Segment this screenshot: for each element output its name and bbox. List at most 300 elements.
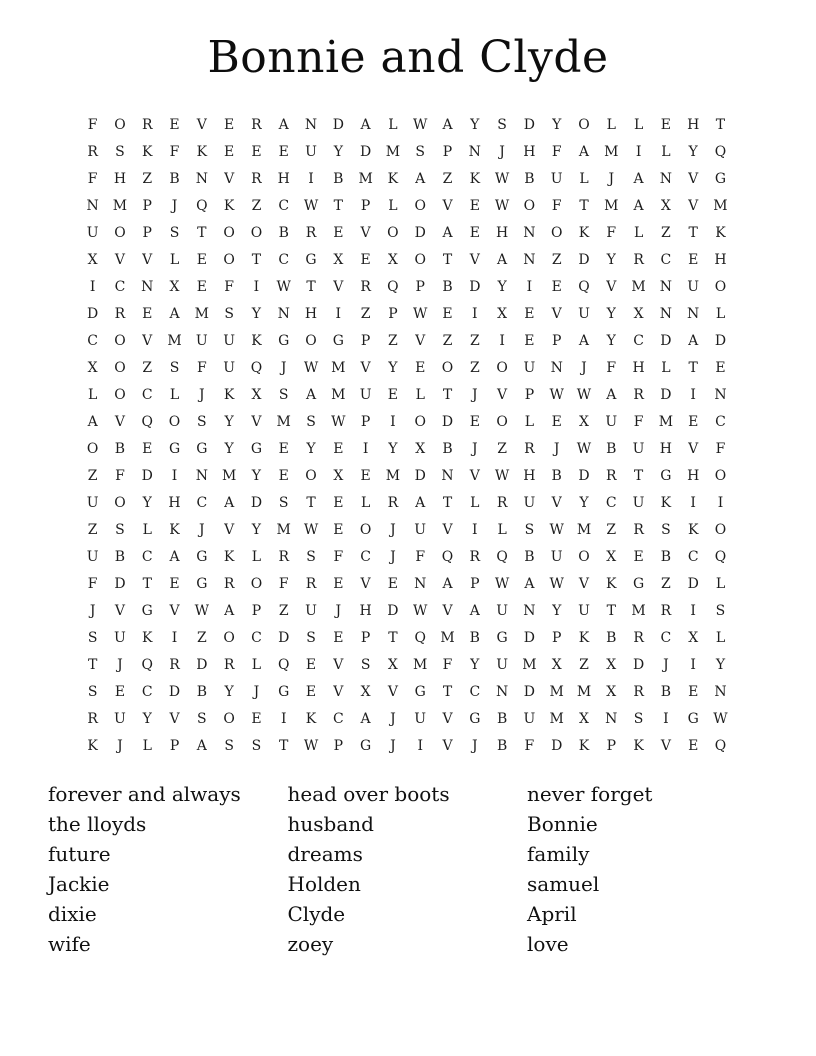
grid-cell: T (688, 224, 698, 241)
grid-cell: D (114, 575, 126, 592)
grid-cell: W (331, 413, 346, 430)
grid-cell: H (495, 224, 509, 241)
grid-cell: V (551, 305, 562, 322)
grid-cell: N (277, 305, 290, 322)
grid-cell: Y (142, 494, 152, 511)
grid-cell: M (658, 413, 674, 430)
grid-cell: U (523, 710, 536, 727)
grid-cell: E (442, 305, 453, 322)
grid-cell: H (359, 602, 372, 619)
grid-cell: N (195, 467, 208, 484)
grid-cell: T (251, 251, 262, 268)
grid-cell: S (115, 521, 125, 538)
word-list-item: never forget (527, 782, 653, 806)
grid-cell: H (659, 440, 672, 457)
grid-cell: C (278, 197, 290, 214)
grid-cell: O (114, 494, 126, 511)
grid-cell: D (196, 656, 208, 673)
grid-cell: U (687, 278, 700, 295)
grid-cell: U (223, 332, 236, 349)
grid-cell: K (687, 521, 699, 538)
grid-cell: Y (251, 305, 262, 322)
grid-cell: V (114, 602, 125, 619)
grid-cell: E (633, 548, 644, 565)
grid-cell: L (715, 575, 726, 592)
word-list (48, 779, 767, 959)
grid-cell: L (251, 656, 262, 673)
grid-cell: M (440, 629, 455, 646)
grid-cell: U (523, 494, 536, 511)
grid-cell: N (468, 143, 481, 160)
grid-cell: O (250, 224, 263, 241)
grid-cell: Z (469, 359, 480, 376)
grid-cell: N (523, 251, 536, 268)
grid-cell: A (633, 170, 644, 187)
word-list-item: dixie (48, 902, 97, 926)
grid-cell: V (442, 710, 453, 727)
grid-cell: Y (606, 305, 616, 322)
grid-cell: Z (551, 251, 562, 268)
grid-cell: B (469, 629, 480, 646)
grid-cell: K (251, 332, 262, 349)
grid-cell: Z (469, 332, 480, 349)
grid-cell: R (251, 170, 262, 187)
grid-cell: I (717, 494, 724, 511)
grid-cell: S (415, 143, 425, 160)
grid-cell: N (659, 170, 672, 187)
grid-cell: J (608, 170, 615, 187)
grid-cell: I (89, 278, 96, 295)
grid-cell: B (660, 548, 672, 565)
grid-cell: M (631, 602, 646, 619)
grid-cell: C (715, 413, 726, 430)
grid-cell: O (223, 629, 235, 646)
grid-cell: R (606, 467, 617, 484)
grid-cell: Z (661, 575, 671, 592)
grid-cell: S (661, 521, 671, 538)
grid-cell: N (550, 359, 563, 376)
grid-cell: H (687, 467, 700, 484)
grid-cell: T (142, 575, 152, 592)
grid-cell: D (250, 494, 263, 511)
grid-cell: L (88, 386, 98, 403)
grid-cell: Z (661, 224, 671, 241)
grid-cell: K (87, 737, 98, 754)
grid-cell: G (687, 710, 699, 727)
grid-cell: A (360, 710, 371, 727)
grid-cell: V (551, 494, 562, 511)
grid-cell: A (305, 386, 317, 403)
grid-cell: M (385, 143, 401, 160)
grid-cell: J (117, 737, 123, 754)
grid-cell: U (550, 170, 563, 187)
grid-cell: R (305, 224, 317, 241)
grid-cell: W (413, 116, 428, 133)
grid-cell: A (442, 116, 453, 133)
grid-cell: S (306, 413, 316, 430)
grid-cell: M (576, 521, 592, 538)
grid-cell: T (606, 602, 616, 619)
grid-cell: E (387, 386, 399, 403)
grid-cell: O (496, 413, 508, 430)
grid-cell: I (472, 305, 478, 322)
grid-cell: T (306, 278, 316, 295)
grid-cell: R (524, 440, 535, 457)
grid-cell: T (442, 494, 453, 511)
grid-cell: W (413, 602, 428, 619)
grid-cell: L (169, 386, 180, 403)
grid-cell: P (524, 386, 535, 403)
grid-cell: A (224, 494, 235, 511)
grid-cell: E (715, 359, 726, 376)
grid-cell: D (278, 629, 290, 646)
grid-cell: R (305, 575, 317, 592)
grid-cell: K (578, 629, 590, 646)
grid-cell: P (360, 332, 371, 349)
grid-cell: F (196, 359, 207, 376)
grid-cell: L (470, 494, 480, 511)
grid-cell: S (497, 116, 507, 133)
grid-cell: E (387, 575, 399, 592)
grid-cell: T (442, 251, 453, 268)
grid-cell: E (224, 143, 235, 160)
grid-cell: Z (87, 521, 98, 538)
grid-cell: E (524, 332, 535, 349)
word-list-item: husband (287, 812, 374, 836)
grid-cell: T (633, 467, 644, 484)
grid-cell: M (604, 197, 619, 214)
word-list-column (48, 779, 288, 959)
grid-cell: U (86, 548, 99, 565)
grid-cell: W (494, 197, 510, 214)
grid-cell: A (169, 305, 180, 322)
grid-cell: P (606, 737, 616, 754)
grid-cell: B (606, 629, 617, 646)
grid-cell: I (690, 386, 696, 403)
grid-cell: U (86, 224, 99, 241)
grid-cell: Z (579, 656, 589, 673)
grid-cell: U (195, 332, 208, 349)
grid-cell: M (631, 278, 646, 295)
grid-cell: V (360, 575, 371, 592)
grid-cell: V (114, 251, 125, 268)
grid-cell: X (606, 683, 617, 700)
word-list-item: dreams (287, 842, 363, 866)
word-list-item: zoey (287, 932, 334, 956)
grid-cell: I (362, 440, 369, 457)
grid-cell: B (196, 683, 207, 700)
grid-cell: L (415, 386, 425, 403)
grid-cell: A (224, 602, 235, 619)
grid-cell: Y (224, 413, 234, 430)
grid-cell: U (632, 440, 645, 457)
grid-cell: P (551, 332, 562, 349)
grid-cell: W (194, 602, 210, 619)
grid-cell: E (333, 224, 344, 241)
grid-cell: C (141, 386, 153, 403)
grid-cell: R (633, 521, 644, 538)
grid-cell: I (171, 467, 178, 484)
grid-cell: V (360, 224, 371, 241)
grid-cell: V (469, 467, 480, 484)
grid-cell: P (360, 197, 371, 214)
grid-cell: E (524, 305, 535, 322)
grid-cell: C (687, 548, 699, 565)
word-list-item: April (527, 902, 577, 926)
grid-cell: L (715, 629, 726, 646)
grid-cell: S (251, 737, 262, 754)
grid-cell: A (606, 386, 617, 403)
grid-cell: G (414, 683, 426, 700)
grid-cell: R (141, 116, 153, 133)
grid-cell: H (523, 143, 536, 160)
grid-cell: Z (142, 359, 153, 376)
grid-cell: H (714, 251, 727, 268)
grid-cell: V (333, 278, 344, 295)
grid-cell: S (169, 224, 180, 241)
grid-cell: L (579, 170, 589, 187)
grid-cell: A (196, 737, 207, 754)
grid-cell: Z (360, 305, 371, 322)
grid-cell: U (605, 413, 618, 430)
grid-cell: P (333, 737, 344, 754)
grid-cell: R (633, 386, 644, 403)
grid-cell: O (523, 197, 536, 214)
grid-cell: O (414, 197, 426, 214)
grid-cell: A (497, 251, 508, 268)
grid-cell: U (578, 305, 590, 322)
grid-cell: M (576, 683, 592, 700)
grid-cell: F (169, 143, 180, 160)
grid-cell: J (253, 683, 260, 700)
grid-cell: U (496, 656, 508, 673)
grid-cell: D (687, 575, 699, 592)
grid-cell: N (605, 710, 618, 727)
grid-cell: J (89, 602, 96, 619)
grid-cell: E (251, 710, 262, 727)
grid-cell: Y (470, 116, 480, 133)
grid-cell: K (142, 143, 153, 160)
grid-cell: F (606, 224, 617, 241)
grid-cell: E (224, 116, 235, 133)
grid-cell: F (115, 467, 125, 484)
grid-cell: X (169, 278, 180, 295)
grid-cell: X (606, 656, 617, 673)
grid-cell: E (469, 197, 480, 214)
grid-cell: P (415, 278, 425, 295)
grid-cell: E (333, 494, 344, 511)
grid-cell: X (87, 359, 98, 376)
grid-cell: L (606, 116, 616, 133)
grid-cell: Q (387, 278, 399, 295)
grid-cell: R (660, 602, 672, 619)
grid-cell: R (496, 494, 508, 511)
grid-cell: D (714, 332, 727, 349)
grid-cell: F (333, 548, 344, 565)
grid-cell: D (441, 413, 454, 430)
grid-cell: B (606, 440, 617, 457)
grid-cell: G (168, 440, 181, 457)
grid-cell: J (390, 710, 396, 727)
grid-cell: V (578, 575, 590, 592)
grid-cell: M (276, 413, 291, 430)
grid-cell: X (415, 440, 426, 457)
grid-cell: G (250, 440, 263, 457)
grid-cell: W (494, 170, 510, 187)
grid-cell: J (663, 656, 669, 673)
grid-cell: D (414, 467, 426, 484)
grid-cell: V (169, 602, 180, 619)
grid-cell: L (661, 359, 671, 376)
grid-cell: T (279, 737, 289, 754)
grid-cell: V (660, 737, 671, 754)
grid-cell: K (223, 197, 235, 214)
grid-cell: H (687, 116, 700, 133)
word-list-item: wife (48, 932, 91, 956)
word-list-column (527, 779, 767, 959)
grid-cell: L (169, 251, 180, 268)
grid-cell: J (390, 737, 396, 754)
grid-cell: N (523, 224, 536, 241)
grid-cell: Y (606, 251, 616, 268)
grid-cell: A (169, 548, 180, 565)
grid-cell: E (469, 224, 480, 241)
grid-cell: V (169, 710, 180, 727)
grid-cell: S (306, 629, 316, 646)
grid-cell: S (524, 521, 535, 538)
grid-cell: Y (579, 494, 589, 511)
grid-cell: S (224, 737, 234, 754)
grid-cell: X (333, 467, 344, 484)
word-list-item: love (527, 932, 569, 956)
grid-cell: D (660, 386, 672, 403)
grid-cell: M (331, 386, 346, 403)
grid-cell: N (687, 305, 700, 322)
grid-cell: O (250, 575, 263, 592)
grid-cell: N (86, 197, 99, 214)
grid-cell: O (714, 278, 727, 295)
grid-cell: F (551, 197, 562, 214)
word-list-item: Holden (287, 872, 361, 896)
grid-cell: D (523, 116, 536, 133)
grid-cell: L (524, 413, 535, 430)
grid-cell: Z (196, 629, 207, 646)
grid-cell: T (688, 359, 698, 376)
grid-cell: X (387, 656, 398, 673)
grid-cell: P (169, 737, 180, 754)
grid-cell: D (360, 143, 372, 160)
grid-cell: W (549, 521, 564, 538)
grid-cell: Y (251, 521, 262, 538)
word-list-item: future (48, 842, 111, 866)
grid-cell: D (87, 305, 99, 322)
grid-cell: U (114, 710, 126, 727)
grid-cell: P (360, 629, 371, 646)
grid-cell: Q (714, 737, 727, 754)
grid-cell: O (86, 440, 99, 457)
grid-cell: Z (278, 602, 289, 619)
grid-cell: V (415, 332, 426, 349)
grid-cell: B (660, 683, 672, 700)
grid-cell: G (496, 629, 508, 646)
grid-cell: T (333, 197, 343, 214)
grid-cell: F (224, 278, 234, 295)
grid-cell: D (660, 332, 672, 349)
grid-cell: P (442, 143, 453, 160)
grid-cell: Z (442, 170, 453, 187)
grid-cell: N (523, 602, 536, 619)
grid-cell: I (253, 278, 260, 295)
grid-cell: F (415, 548, 426, 565)
grid-cell: T (197, 224, 207, 241)
grid-cell: J (471, 440, 478, 457)
grid-cell: I (390, 413, 396, 430)
grid-cell: N (495, 683, 509, 700)
grid-cell: R (223, 656, 235, 673)
grid-cell: K (660, 494, 672, 511)
grid-cell: O (305, 332, 317, 349)
grid-cell: C (251, 629, 262, 646)
grid-cell: R (169, 656, 180, 673)
grid-cell: S (169, 359, 180, 376)
grid-cell: E (305, 656, 317, 673)
grid-cell: A (633, 197, 644, 214)
grid-cell: X (87, 251, 98, 268)
grid-cell: I (690, 602, 696, 619)
grid-cell: O (359, 521, 372, 538)
grid-cell: V (251, 413, 262, 430)
grid-cell: B (442, 278, 453, 295)
grid-cell: P (142, 224, 152, 241)
grid-cell: Q (441, 548, 454, 565)
grid-cell: G (360, 737, 372, 754)
grid-cell: E (278, 440, 289, 457)
grid-cell: Q (141, 413, 153, 430)
grid-cell: T (579, 197, 589, 214)
grid-cell: L (360, 494, 371, 511)
grid-cell: B (551, 467, 562, 484)
grid-cell: U (359, 386, 372, 403)
grid-cell: W (713, 710, 728, 727)
grid-cell: O (114, 386, 126, 403)
grid-cell: Q (141, 656, 153, 673)
grid-cell: E (360, 251, 371, 268)
grid-cell: M (194, 305, 209, 322)
grid-cell: J (199, 521, 205, 538)
grid-cell: E (688, 737, 699, 754)
grid-cell: E (469, 413, 480, 430)
grid-cell: Y (497, 278, 507, 295)
grid-cell: U (414, 710, 427, 727)
grid-cell: R (633, 683, 644, 700)
grid-cell: I (280, 710, 287, 727)
grid-cell: E (551, 413, 562, 430)
grid-cell: J (335, 602, 342, 619)
grid-cell: R (114, 305, 126, 322)
grid-cell: N (659, 278, 672, 295)
grid-cell: D (332, 116, 344, 133)
grid-cell: F (715, 440, 726, 457)
grid-cell: X (688, 629, 699, 646)
grid-cell: Z (606, 521, 617, 538)
grid-cell: S (633, 710, 644, 727)
grid-cell: A (442, 224, 453, 241)
grid-cell: A (278, 116, 289, 133)
grid-cell: W (303, 737, 319, 754)
grid-cell: W (276, 278, 291, 295)
grid-cell: P (142, 197, 152, 214)
grid-cell: B (442, 440, 453, 457)
